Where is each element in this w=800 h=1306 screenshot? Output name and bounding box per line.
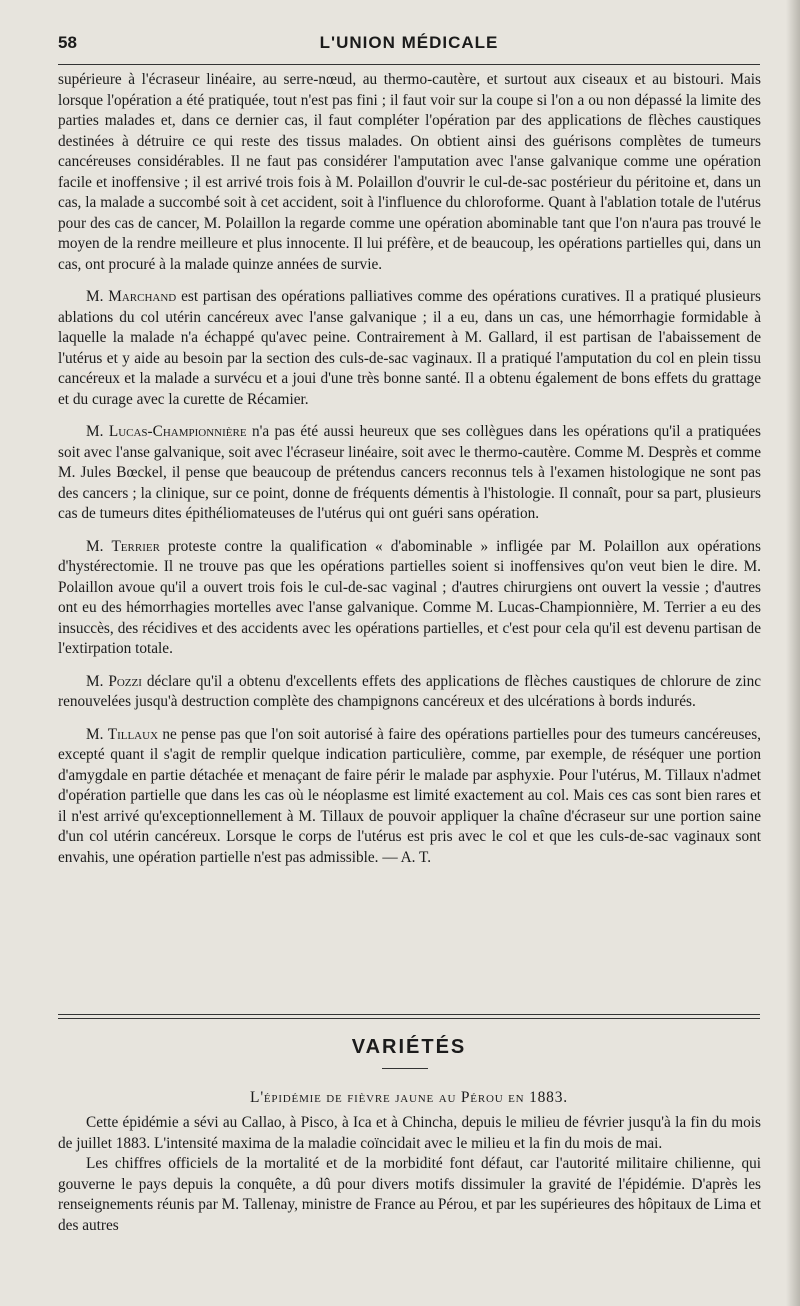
heading-underline (382, 1068, 428, 1069)
section-rule (58, 1014, 760, 1015)
paragraph-pozzi (58, 672, 761, 713)
speaker-name: Pozzi (108, 672, 142, 690)
speaker-prefix: M. (86, 537, 112, 555)
paragraph-lucas-championniere (58, 422, 761, 525)
paragraph-text: n'a pas été aussi heureux que ses collègues dans les opérations qu'il a pratiquées soit avec l'anse galvanique, soit avec l'écraseur linéaire, soit avec le thermo-cautère. Comme M. Desprès et comme M. Jules Bœckel, il pense que beaucoup de prétendus cancers reconnus tels à l'examen histologique ne sont pas des cancers ; la clinique, sur ce point, donne de fréquents démentis à l'histologie. Il connaît, pour sa part, plusieurs cas de tumeurs dites épithéliomateuses de l'utérus qui ont guéri sans opération. (58, 423, 762, 522)
section-rule-double (58, 1018, 760, 1019)
speaker-prefix: M. (86, 672, 109, 690)
paragraph-text: déclare qu'il a obtenu d'excellents effets des applications de flèches caustiques de chlorure de zinc renouvelées jusqu'à destruction complète des champignons cancéreux et des ulcérations à bords indurés. (58, 672, 762, 710)
article-body (58, 70, 761, 868)
journal-title: L'UNION MÉDICALE (319, 33, 499, 52)
paragraph-text: ne pense pas que l'on soit autorisé à faire des opérations partielles pour des tumeurs cancéreuses, excepté quant il s'agit de remplir quelque indication particulière, comme, par exemple, de réséquer une portion d'amygdale en partie détachée et menaçant de faire périr le malade par asphyxie. Pour l'utérus, M. Tillaux n'admet d'opération partielle que dans les cas où le néoplasme est limité exactement au col. Mais ces cas sont bien rares et il n'est arrivé qu'exceptionnellement à M. Tillaux de pouvoir appliquer la chaîne d'écraseur sur une portion saine d'un col utérin cancéreux. Lorsque le corps de l'utérus est pris avec le col et que les culs-de-sac vaginaux sont envahis, une opération partielle n'est pas admissible. — A. T. (58, 725, 762, 866)
paragraph-tillaux (58, 725, 761, 869)
paragraph-polaillon (58, 70, 761, 275)
paragraph-marchand (58, 287, 761, 410)
paragraph-text: est partisan des opérations palliatives comme des opérations curatives. Il a pratiqué plusieurs ablations du col utérin cancéreux avec l'anse galvanique ; il a eu, dans un cas, une hémorrhagie formidable à laquelle la malade n'a échappé qu'avec peine. Contrairement à M. Gallard, il est partisan de l'abaissement de l'utérus et y aide au besoin par la section des culs-de-sac vaginaux. Il a pratiqué l'amputation du col en plein tissu cancéreux et la malade a survécu et a joui d'une très bonne santé. Il a obtenu également de bons effets du grattage et du curage avec la curette de Récamier. (58, 288, 761, 408)
page-number: 58 (58, 33, 77, 52)
page-header (58, 33, 760, 59)
speaker-prefix: M. (86, 288, 109, 305)
speaker-name: Tillaux (107, 725, 159, 743)
paragraph-chiffres: Les chiffres officiels de la mortalité et de la morbidité font défaut, car l'autorité militaire chilienne, qui gouverne le pays depuis la conquête, a dû pour divers motifs dissimuler la gravité de l'épidémie. D'après les renseignements réunis par M. Tallenay, ministre de France au Pérou, et par les supérieures des hôpitaux de Lima et des autres (58, 1155, 761, 1234)
speaker-name: Terrier (111, 537, 160, 555)
header-rule (58, 64, 760, 65)
paragraph-epidemie: Cette épidémie a sévi au Callao, à Pisco, à Ica et à Chincha, depuis le milieu de février jusqu'à la fin du mois de juillet 1883. L'intensité maxima de la maladie coïncidait avec le milieu et la fin du mois de mai. (58, 1114, 761, 1152)
paragraph-text: proteste contre la qualification « d'abominable » infligée par M. Polaillon aux opérations d'hystérectomie. Il ne trouve pas que les opérations partielles soient si inoffensives qu'on veut bien le dire. M. Polaillon avoue qu'il a ouvert trois fois le cul-de-sac vaginal ; d'autres chirurgiens ont ouvert la vessie ; d'autres ont eu des hémorrhagies mortelles avec l'anse galvanique. Comme M. Lucas-Championnière, M. Terrier a eu des insuccès, des récidives et des accidents avec les opérations partielles, et c'est pour cela qu'il est devenu partisan de l'extirpation totale. (58, 537, 761, 657)
article-title: L'épidémie de fièvre jaune au Pérou en 1883. (250, 1089, 568, 1106)
section-heading: VARIÉTÉS (351, 1036, 467, 1058)
paragraph-terrier (58, 537, 761, 660)
speaker-name: Lucas-Championnière (108, 423, 247, 440)
varietes-body (58, 1113, 761, 1236)
speaker-prefix: M. (86, 725, 108, 743)
speaker-name: Marchand (108, 288, 177, 305)
paragraph-text: supérieure à l'écraseur linéaire, au serre-nœud, au thermo-cautère, et surtout aux ciseaux et au bistouri. Mais lorsque l'opération a été pratiquée, tout n'est pas fini ; il faut voir sur la coupe si l'on a ou non dépassé la limite des parties malades et, dans ce dernier cas, il faut compléter l'opération par des applications de flèches caustiques destinées à détruire ce qui reste des tissus malades. On obtient ainsi des guérisons complètes de tumeurs cancéreuses considérables. Il ne faut pas considérer l'amputation avec l'anse galvanique comme une opération facile et inoffensive ; il est arrivé trois fois à M. Polaillon d'ouvrir le cul-de-sac postérieur du péritoine et, dans un cas, la malade a succombé soit à cet accident, soit à l'influence du chloroforme. Quant à l'ablation totale de l'utérus pour des cas de cancer, M. Polaillon la regarde comme une opération abominable tant que l'on n'aura pas trouvé le moyen de la rendre meilleure et plus innocente. Il lui préfère, et de beaucoup, les opérations partielles qui, dans un cas, ont procuré à la malade quinze années de survie. (58, 71, 761, 273)
speaker-prefix: M. (86, 423, 109, 440)
